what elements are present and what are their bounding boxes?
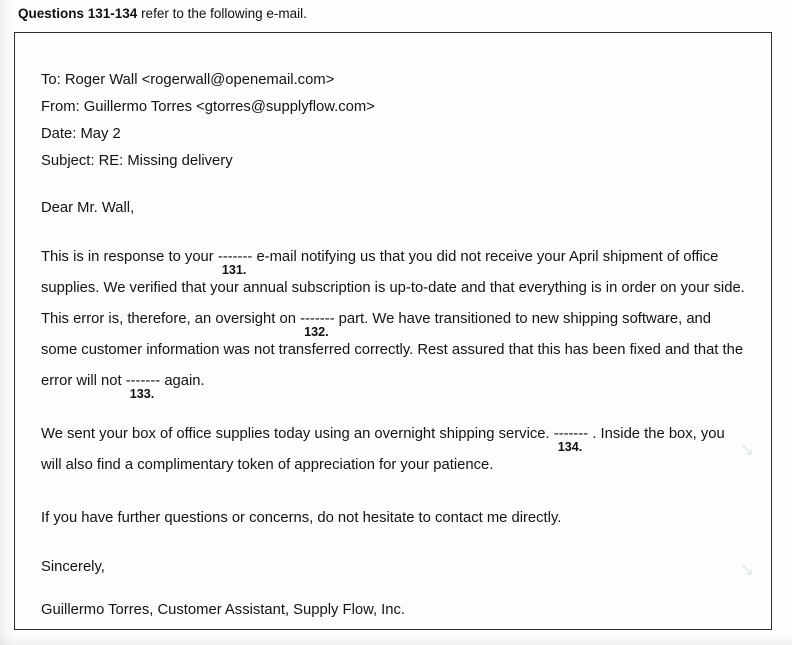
page-edge-shading <box>0 0 12 645</box>
question-range-label: Questions 131-134 <box>18 6 138 21</box>
paragraph1-segment-a: This is in response to your <box>41 248 218 265</box>
blank-133 <box>125 366 161 401</box>
bleed-arrow-icon: ↘ <box>739 560 754 579</box>
email-passage-box <box>14 32 772 630</box>
email-from-line: From: Guillermo Torres <gtorres@supplyflow.com> <box>41 99 375 115</box>
blank-131-number: 131. <box>221 262 247 277</box>
blank-133-dashes: ------- <box>125 372 161 389</box>
bleed-arrow-icon: ↘ <box>739 440 754 459</box>
blank-132-number: 132. <box>304 324 329 339</box>
email-paragraph-3: If you have further questions or concerns, do not hesitate to contact me directly. <box>41 509 562 526</box>
paragraph2-segment-b: . Inside the box, you will also find a complimentary token of appreciation for your patience. <box>41 425 725 473</box>
email-body <box>41 71 745 617</box>
blank-134-number: 134. <box>557 439 583 454</box>
paragraph1-segment-d: again. <box>160 372 205 389</box>
email-paragraph-1 <box>41 242 745 401</box>
blank-131-dashes: ------- <box>217 248 253 265</box>
paragraph1-segment-c: part. We have transitioned to new shipping software, and some customer information was not transferred correctly. Rest assured that this has been fixed and that the error will not <box>41 310 744 389</box>
email-signature: Guillermo Torres, Customer Assistant, Supply Flow, Inc. <box>41 601 406 618</box>
blank-132-dashes: ------- <box>300 310 335 327</box>
email-paragraph-2 <box>41 419 745 481</box>
email-to-line: To: Roger Wall <rogerwall@openemail.com> <box>41 72 335 88</box>
question-header-text: refer to the following e-mail. <box>137 6 307 21</box>
blank-133-number: 133. <box>129 386 155 401</box>
paragraph2-segment-a: We sent your box of office supplies today using an overnight shipping service. <box>41 425 554 442</box>
blank-134-dashes: ------- <box>553 425 589 442</box>
page-bottom-shading <box>0 635 792 645</box>
email-salutation: Dear Mr. Wall, <box>41 200 135 216</box>
blank-132 <box>300 304 335 339</box>
email-closing: Sincerely, <box>41 558 105 575</box>
question-header <box>18 6 307 21</box>
blank-134 <box>553 419 589 454</box>
blank-131 <box>217 242 253 277</box>
paragraph1-segment-b: e-mail notifying us that you did not receive your April shipment of office supplies. We verified that your annual subscription is up-to-date and that everything is in order on your side. This error is, therefore, an oversight on <box>41 248 745 327</box>
email-date-line: Date: May 2 <box>41 126 121 142</box>
email-subject-line: Subject: RE: Missing delivery <box>41 153 233 169</box>
